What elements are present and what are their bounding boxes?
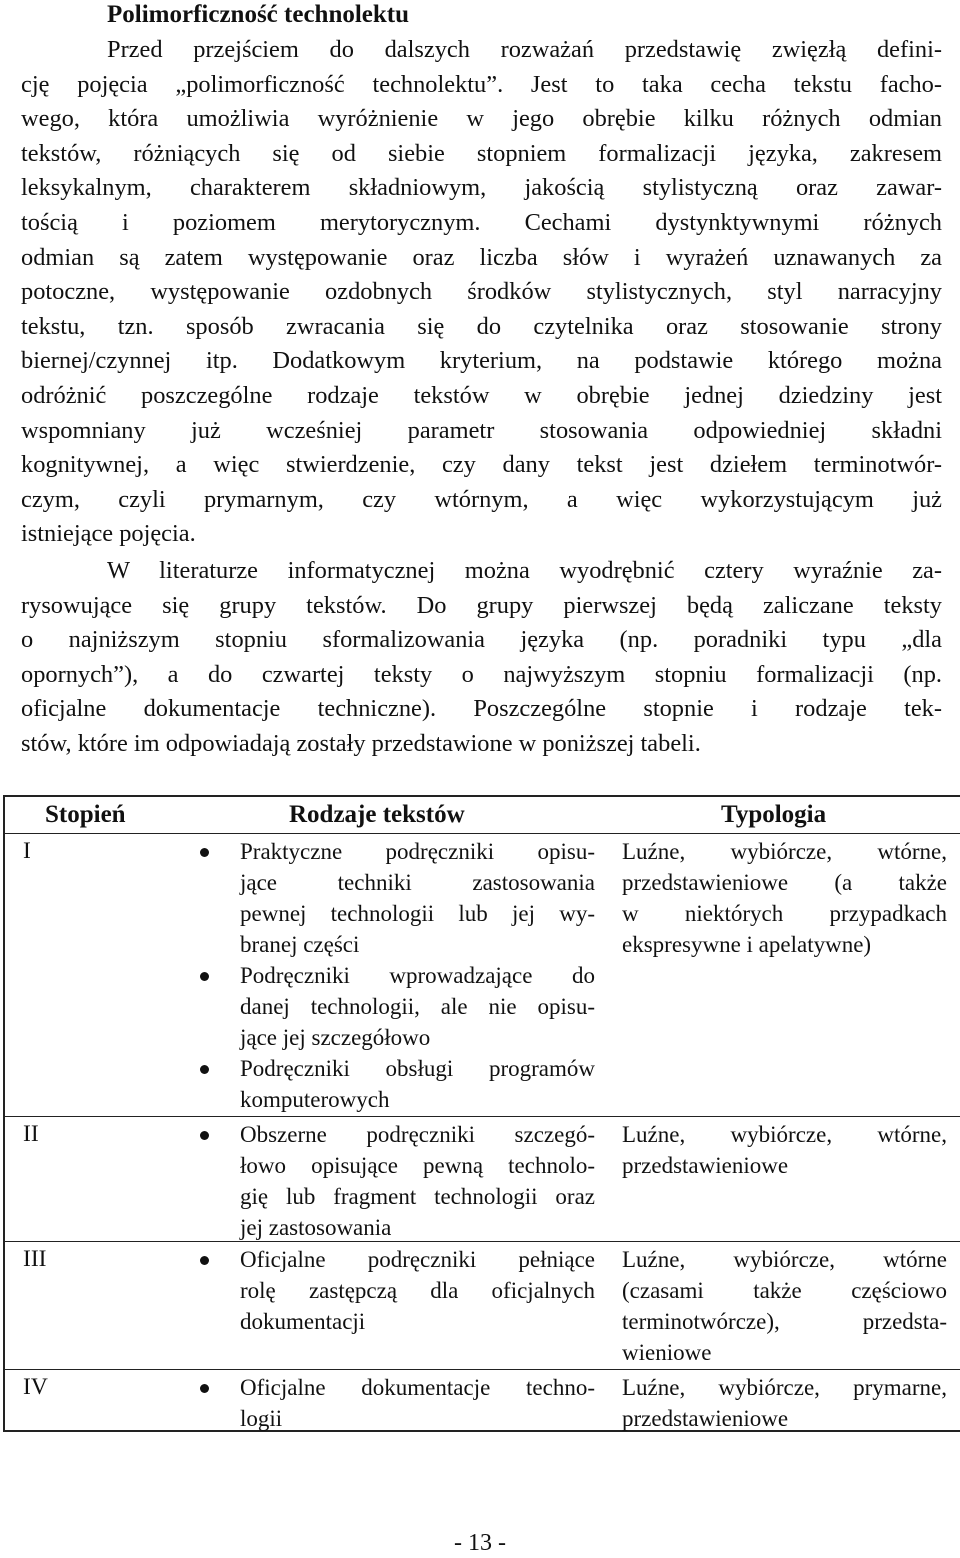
list-item-line: łowo opisujące pewną technolo-	[240, 1153, 595, 1178]
list-item-line: pewnej technologii lub jej wy-	[240, 901, 595, 926]
typology-cell	[622, 1244, 947, 1368]
paragraph-line: biernej/czynnej itp. Dodatkowym kryterium, na podstawie którego można	[21, 347, 942, 375]
header-typology: Typologia	[721, 801, 827, 828]
section-heading: Polimorficzność technolektu	[107, 1, 410, 28]
list-item-line: Praktyczne podręczniki opisu-	[240, 839, 595, 864]
typology-cell	[622, 836, 947, 960]
typology-line: Luźne, wybiórcze, wtórne,	[622, 1122, 947, 1147]
degree-cell: I	[23, 838, 31, 864]
paragraph-1	[21, 33, 942, 552]
typology-line: Luźne, wybiórcze, wtórne,	[622, 839, 947, 864]
paragraph-line: istniejące pojęcia.	[21, 520, 196, 548]
paragraph-line: Przed przejściem do dalszych rozważań przedstawię zwięzłą defini-	[107, 36, 942, 63]
degree-cell: II	[23, 1121, 39, 1147]
list-item-line: gię lub fragment technologii oraz	[240, 1184, 595, 1209]
typology-line: przedstawieniowe (a także	[622, 870, 947, 895]
table-row	[5, 1370, 960, 1430]
bullet-icon	[200, 1256, 209, 1265]
list-item-line: Oficjalne dokumentacje techno-	[240, 1375, 595, 1400]
list-item-line: komputerowych	[240, 1087, 390, 1112]
typology-line: ekspresywne i apelatywne)	[622, 932, 872, 957]
paragraph-line: rysowujące się grupy tekstów. Do grupy pierwszej będą zaliczane teksty	[21, 591, 942, 619]
degree-cell: IV	[23, 1374, 48, 1400]
typology-cell	[622, 1119, 947, 1181]
paragraph-line: o najniższym stopniu sformalizowania języka (np. poradniki typu „dla	[21, 626, 942, 654]
kinds-list	[195, 836, 595, 1115]
typology-line: w niektórych przypadkach	[622, 901, 947, 926]
bullet-icon	[200, 1131, 209, 1140]
paragraph-line: wego, która umożliwia wyróżnienie w jego obrębie kilku różnych odmian	[21, 105, 942, 133]
paragraph-line: odmian są zatem występowanie oraz liczba słów i wyrażeń uznawanych za	[21, 243, 942, 271]
paragraph-line: kognitywnej, a więc stwierdzenie, czy dany tekst jest dziełem terminotwór-	[21, 451, 942, 479]
typology-line: Luźne, wybiórcze, prymarne,	[622, 1375, 947, 1400]
list-item-line: Oficjalne podręczniki pełniące	[240, 1247, 595, 1272]
typology-line: wieniowe	[622, 1340, 712, 1365]
paragraph-line: stów, które im odpowiadają zostały przedstawione w poniższej tabeli.	[21, 729, 701, 757]
kinds-list	[195, 1119, 595, 1243]
bullet-icon	[200, 972, 209, 981]
paragraph-line: wspomniany już wcześniej parametr stosowania odpowiedniej składni	[21, 416, 942, 444]
typology-line: Luźne, wybiórcze, wtórne	[622, 1247, 947, 1272]
list-item-line: dokumentacji	[240, 1309, 366, 1334]
bullet-icon	[200, 1384, 209, 1393]
paragraph-line: tekstów, różniących się od siebie stopniem formalizacji języka, zakresem	[21, 139, 942, 167]
list-item-line: jące jej szczegółowo	[240, 1025, 431, 1050]
list-item-line: branej części	[240, 932, 360, 957]
degree-cell: III	[23, 1246, 47, 1272]
table-row	[5, 1242, 960, 1370]
header-degree: Stopień	[45, 801, 126, 828]
bullet-icon	[200, 848, 209, 857]
typology-line: (czasami także częściowo	[622, 1278, 947, 1303]
table-body	[5, 834, 960, 1430]
text-types-table	[3, 795, 960, 1432]
kinds-list	[195, 1244, 595, 1337]
list-item	[195, 960, 595, 1053]
list-item-line: rolę zastępczą dla oficjalnych	[240, 1278, 595, 1303]
paragraph-line: tekstu, tzn. sposób zwracania się do czytelnika oraz stosowanie strony	[21, 312, 942, 340]
paragraph-line: leksykalnym, charakterem składniowym, jakością stylistyczną oraz zawar-	[21, 174, 942, 202]
table-row	[5, 1117, 960, 1242]
paragraph-line: czym, czyli prymarnym, czy wtórnym, a więc wykorzystującym już	[21, 485, 942, 513]
typology-cell	[622, 1372, 947, 1434]
header-kinds: Rodzaje tekstów	[289, 801, 465, 828]
paragraph-line: cję pojęcia „polimorficzność technolektu”. Jest to taka cecha tekstu facho-	[21, 70, 942, 98]
list-item-line: danej technologii, ale nie opisu-	[240, 994, 595, 1019]
paragraph-line: tością i poziomem merytorycznym. Cechami dystynktywnymi różnych	[21, 208, 942, 236]
paragraph-line: opornych”), a do czwartej teksty o najwyższym stopniu formalizacji (np.	[21, 660, 942, 688]
paragraph-line: oficjalne dokumentacje techniczne). Poszczególne stopnie i rodzaje tek-	[21, 695, 942, 723]
page-number: - 13 -	[454, 1530, 506, 1556]
list-item-line: Obszerne podręczniki szczegó-	[240, 1122, 595, 1147]
list-item-line: jące techniki zastosowania	[240, 870, 595, 895]
table-header-row	[5, 797, 960, 834]
list-item	[195, 1119, 595, 1243]
list-item-line: Podręczniki wprowadzające do	[240, 963, 595, 988]
list-item	[195, 836, 595, 960]
bullet-icon	[200, 1065, 209, 1074]
paragraph-2	[21, 554, 942, 762]
paragraph-line: odróżnić poszczególne rodzaje tekstów w obrębie jednej dziedziny jest	[21, 381, 942, 409]
list-item	[195, 1053, 595, 1115]
kinds-list	[195, 1372, 595, 1434]
typology-line: terminotwórcze), przedsta-	[622, 1309, 947, 1334]
paragraph-line: potoczne, występowanie ozdobnych środków stylistycznych, styl narracyjny	[21, 278, 942, 306]
list-item-line: jej zastosowania	[240, 1215, 392, 1240]
typology-line: przedstawieniowe	[622, 1406, 789, 1431]
list-item	[195, 1244, 595, 1337]
list-item-line: logii	[240, 1406, 283, 1431]
list-item-line: Podręczniki obsługi programów	[240, 1056, 595, 1081]
list-item	[195, 1372, 595, 1434]
typology-line: przedstawieniowe	[622, 1153, 789, 1178]
paragraph-line: W literaturze informatycznej można wyodrębnić cztery wyraźnie za-	[107, 557, 942, 584]
table-row	[5, 834, 960, 1117]
